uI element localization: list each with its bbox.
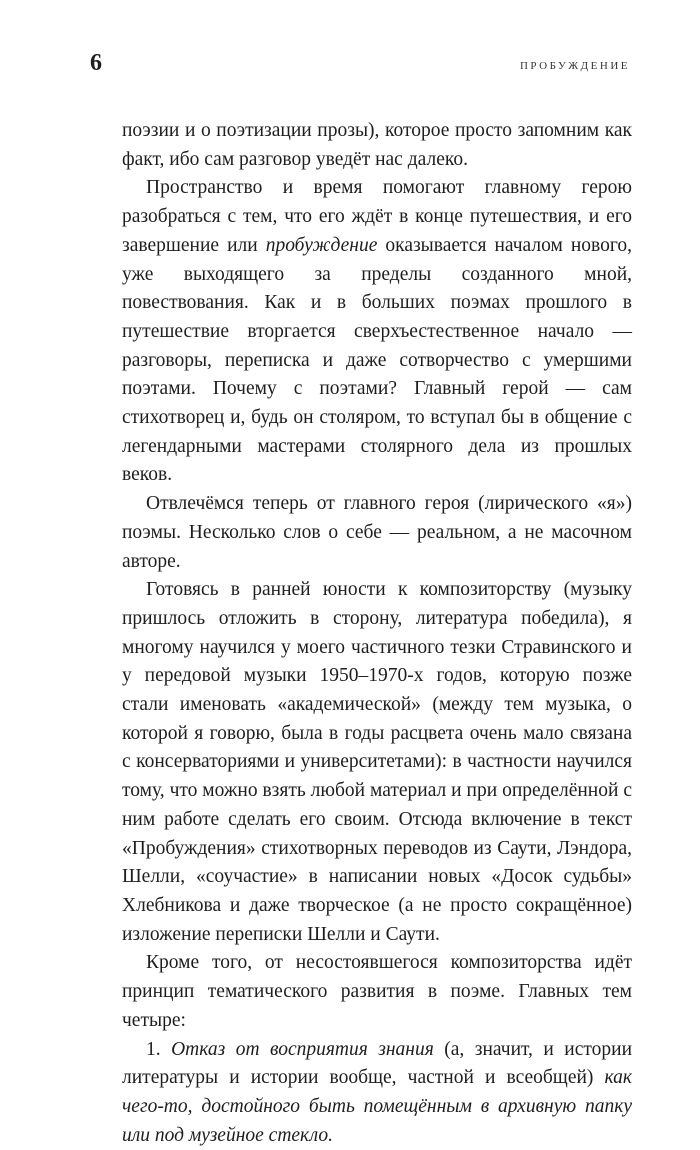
paragraph-6 [122, 1036, 632, 1150]
paragraph-2-text-b: оказывается началом нового, уже выходящего за пределы созданного мной, повествования. Как и в больших поэмах прошлого в путешествие вторгается сверхъестественное начало — разговоры, переписка и даже сотворчество с умершими поэтами. Почему с поэтами? Главный герой — сам стихотворец и, будь он столяром, то вступал бы в общение с легендарными мастерами столярного дела из прошлых веков. [122, 235, 632, 486]
paragraph-6-number: 1. [146, 1039, 171, 1060]
paragraph-3: Отвлечёмся теперь от главного героя (лирического «я») поэмы. Несколько слов о себе — реальном, а не масочном авторе. [122, 490, 632, 576]
paragraph-6-emphasis-b: как чего-то, достойного быть помещённым в архивную папку или под музейное стекло. [122, 1067, 632, 1145]
paragraph-2 [122, 174, 632, 490]
paragraph-4: Готовясь в ранней юности к композиторству (музыку пришлось отложить в сторону, литература победила), я многому научился у моего частичного тезки Стравинского и у передовой музыки 1950–1970-х годов, которую позже стали именовать «академической» (между тем музыка, о которой я говорю, была в годы расцвета очень мало связана с консерваториями и университетами): в частности научился тому, что можно взять любой материал и при определённой с ним работе сделать его своим. Отсюда включение в текст «Пробуждения» стихотворных переводов из Саути, Лэндора, Шелли, «соучастие» в написании новых «Досок судьбы» Хлебникова и даже творческое (а не просто сокращённое) изложение переписки Шелли и Саути. [122, 576, 632, 949]
page-number: 6 [90, 50, 102, 77]
paragraph-2-emphasis: пробуждение [266, 235, 378, 256]
paragraph-6-emphasis-a: Отказ от восприятия знания [171, 1039, 434, 1060]
paragraph-1: поэзии и о поэтизации прозы), которое просто запомним как факт, ибо сам разговор уведёт нас далеко. [122, 117, 632, 174]
running-head: ПРОБУЖДЕНИЕ [520, 60, 630, 72]
body-text [122, 117, 632, 1150]
paragraph-5: Кроме того, от несостоявшегося композиторства идёт принцип тематического развития в поэме. Главных тем четыре: [122, 949, 632, 1035]
paragraph-2-text-a: Пространство и время помогают главному герою разобраться с тем, что его ждёт в конце путешествия, и его завершение или [122, 177, 632, 255]
paragraph-6-text: (а, значит, и истории литературы и истории вообще, частной и всеобщей) [122, 1039, 632, 1089]
